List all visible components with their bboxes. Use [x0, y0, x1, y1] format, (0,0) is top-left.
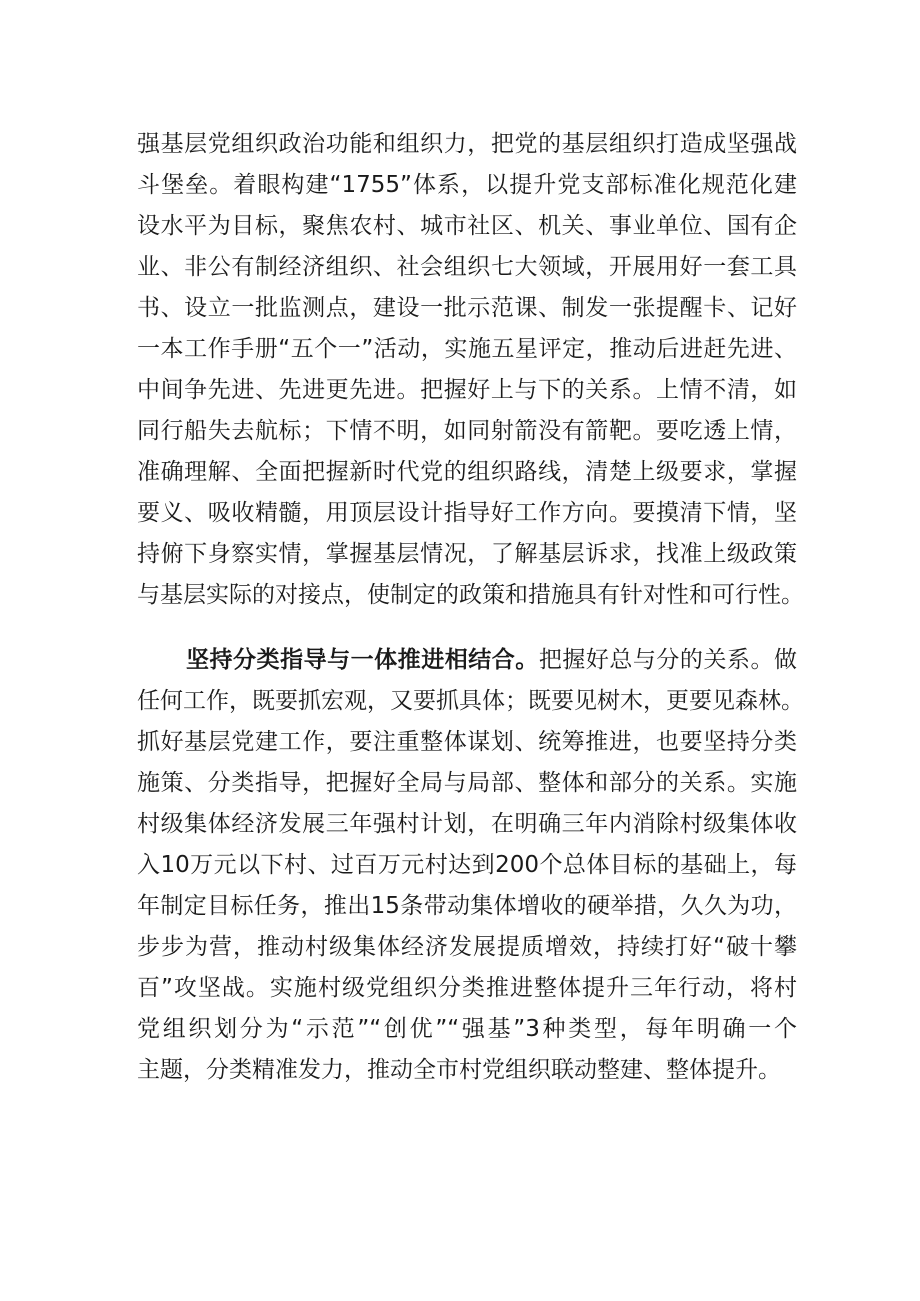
paragraph-line: 入10万元以下村、过百万元村达到200个总体目标的基础上，每: [137, 852, 797, 878]
paragraph-line: 任何工作，既要抓宏观，又要抓具体；既要见树木，更要见森林。: [137, 688, 804, 714]
paragraph-line: 设水平为目标，聚焦农村、城市社区、机关、事业单位、国有企: [137, 213, 797, 239]
paragraph-line: 主题，分类精准发力，推动全市村党组织联动整建、整体提升。: [137, 1057, 781, 1083]
paragraph-line: 准确理解、全面把握新时代党的组织路线，清楚上级要求，掌握: [137, 459, 797, 485]
paragraph-line: 斗堡垒。着眼构建“1755”体系，以提升党支部标准化规范化建: [137, 172, 797, 198]
paragraph-first-line: [186, 640, 797, 680]
paragraph-line: 百”攻坚战。实施村级党组织分类推进整体提升三年行动，将村: [137, 975, 797, 1001]
paragraph-line: 书、设立一批监测点，建设一批示范课、制发一张提醒卡、记好: [137, 295, 797, 321]
paragraph-line: 一本工作手册“五个一”活动，实施五星评定，推动后进赶先进、: [137, 336, 797, 362]
paragraph-line: 中间争先进、先进更先进。把握好上与下的关系。上情不清，如: [137, 377, 797, 403]
paragraph-line: 年制定目标任务，推出15条带动集体增收的硬举措，久久为功，: [137, 893, 797, 919]
paragraph-line: 同行船失去航标；下情不明，如同射箭没有箭靶。要吃透上情，: [137, 418, 797, 444]
paragraph-line: 与基层实际的对接点，使制定的政策和措施具有针对性和可行性。: [137, 582, 804, 608]
paragraph-line: 施策、分类指导，把握好全局与局部、整体和部分的关系。实施: [137, 770, 797, 796]
paragraph-line: 要义、吸收精髓，用顶层设计指导好工作方向。要摸清下情，坚: [137, 500, 797, 526]
paragraph-first-line-text: 把握好总与分的关系。做: [538, 647, 798, 673]
paragraph-line: 抓好基层党建工作，要注重整体谋划、统筹推进，也要坚持分类: [137, 729, 797, 755]
paragraph-line: 村级集体经济发展三年强村计划，在明确三年内消除村级集体收: [137, 811, 797, 837]
paragraph-line: 党组织划分为“示范”“创优”“强基”3种类型，每年明确一个: [137, 1016, 797, 1042]
paragraph-line: 持俯下身察实情，掌握基层情况，了解基层诉求，找准上级政策: [137, 541, 797, 567]
paragraph-line: 业、非公有制经济组织、社会组织七大领域，开展用好一套工具: [137, 254, 797, 280]
paragraph-line: 步步为营，推动村级集体经济发展提质增效，持续打好“破十攀: [137, 934, 797, 960]
paragraph-lead-heading: 坚持分类指导与一体推进相结合。: [186, 647, 539, 673]
paragraph-line: 强基层党组织政治功能和组织力，把党的基层组织打造成坚强战: [137, 131, 797, 157]
